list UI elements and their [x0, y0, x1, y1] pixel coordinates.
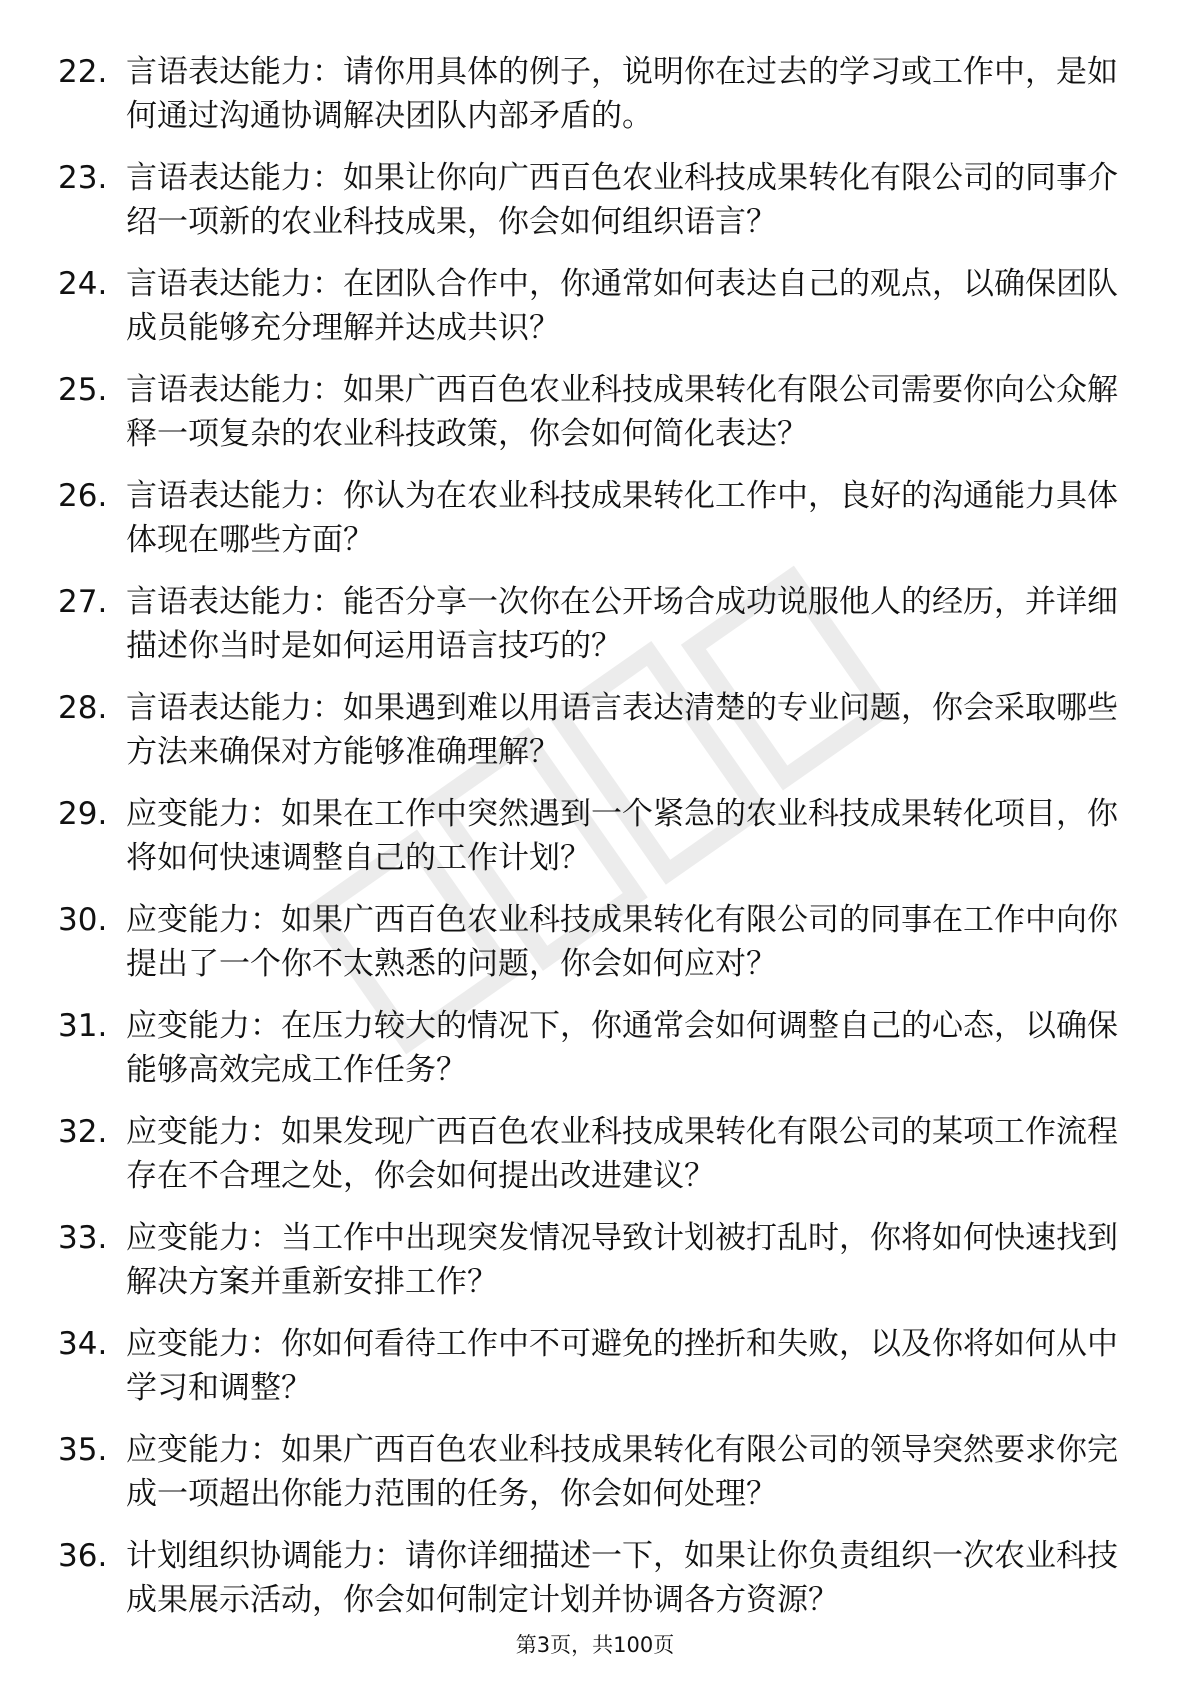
list-item: [58, 1534, 1118, 1622]
question-number: 33.: [58, 1220, 108, 1256]
question-number: 28.: [58, 690, 108, 726]
question-text: 应变能力：如果在工作中突然遇到一个紧急的农业科技成果转化项目，你将如何快速调整自己的工作计划？: [126, 796, 1118, 876]
page-number-footer: 第3页，共100页: [515, 1633, 675, 1657]
question-text: 言语表达能力：请你用具体的例子，说明你在过去的学习或工作中，是如何通过沟通协调解决团队内部矛盾的。: [126, 54, 1118, 134]
list-item: [58, 1428, 1118, 1516]
question-number: 36.: [58, 1538, 108, 1574]
question-number: 24.: [58, 266, 108, 302]
question-text: 应变能力：你如何看待工作中不可避免的挫折和失败，以及你将如何从中学习和调整？: [126, 1326, 1118, 1406]
list-item: [58, 1004, 1118, 1092]
list-item: [58, 474, 1118, 562]
question-text: 应变能力：在压力较大的情况下，你通常会如何调整自己的心态，以确保能够高效完成工作任务？: [126, 1008, 1118, 1088]
question-text: 应变能力：如果广西百色农业科技成果转化有限公司的领导突然要求你完成一项超出你能力范围的任务，你会如何处理？: [126, 1432, 1118, 1512]
question-text: 言语表达能力：你认为在农业科技成果转化工作中，良好的沟通能力具体体现在哪些方面？: [126, 478, 1118, 558]
question-number: 32.: [58, 1114, 108, 1150]
question-number: 25.: [58, 372, 108, 408]
list-item: [58, 686, 1118, 774]
question-text: 言语表达能力：如果遇到难以用语言表达清楚的专业问题，你会采取哪些方法来确保对方能够准确理解？: [126, 690, 1118, 770]
question-text: 言语表达能力：如果让你向广西百色农业科技成果转化有限公司的同事介绍一项新的农业科技成果，你会如何组织语言？: [126, 160, 1118, 240]
question-number: 29.: [58, 796, 108, 832]
question-text: 言语表达能力：在团队合作中，你通常如何表达自己的观点，以确保团队成员能够充分理解并达成共识？: [126, 266, 1118, 346]
list-item: [58, 898, 1118, 986]
question-number: 31.: [58, 1008, 108, 1044]
question-text: 言语表达能力：能否分享一次你在公开场合成功说服他人的经历，并详细描述你当时是如何运用语言技巧的？: [126, 584, 1118, 664]
question-number: 26.: [58, 478, 108, 514]
question-number: 35.: [58, 1432, 108, 1468]
list-item: [58, 368, 1118, 456]
list-item: [58, 1110, 1118, 1198]
list-item: [58, 50, 1118, 138]
list-item: [58, 1322, 1118, 1410]
list-item: [58, 1216, 1118, 1304]
list-item: [58, 792, 1118, 880]
question-text: 计划组织协调能力：请你详细描述一下，如果让你负责组织一次农业科技成果展示活动，你会如何制定计划并协调各方资源？: [126, 1538, 1118, 1618]
question-number: 30.: [58, 902, 108, 938]
question-list: [58, 50, 1118, 1640]
question-text: 应变能力：如果发现广西百色农业科技成果转化有限公司的某项工作流程存在不合理之处，你会如何提出改进建议？: [126, 1114, 1118, 1194]
question-number: 23.: [58, 160, 108, 196]
list-item: [58, 156, 1118, 244]
question-number: 27.: [58, 584, 108, 620]
question-number: 22.: [58, 54, 108, 90]
question-text: 言语表达能力：如果广西百色农业科技成果转化有限公司需要你向公众解释一项复杂的农业科技政策，你会如何简化表达？: [126, 372, 1118, 452]
question-text: 应变能力：如果广西百色农业科技成果转化有限公司的同事在工作中向你提出了一个你不太熟悉的问题，你会如何应对？: [126, 902, 1118, 982]
question-text: 应变能力：当工作中出现突发情况导致计划被打乱时，你将如何快速找到解决方案并重新安排工作？: [126, 1220, 1118, 1300]
list-item: [58, 262, 1118, 350]
list-item: [58, 580, 1118, 668]
question-number: 34.: [58, 1326, 108, 1362]
